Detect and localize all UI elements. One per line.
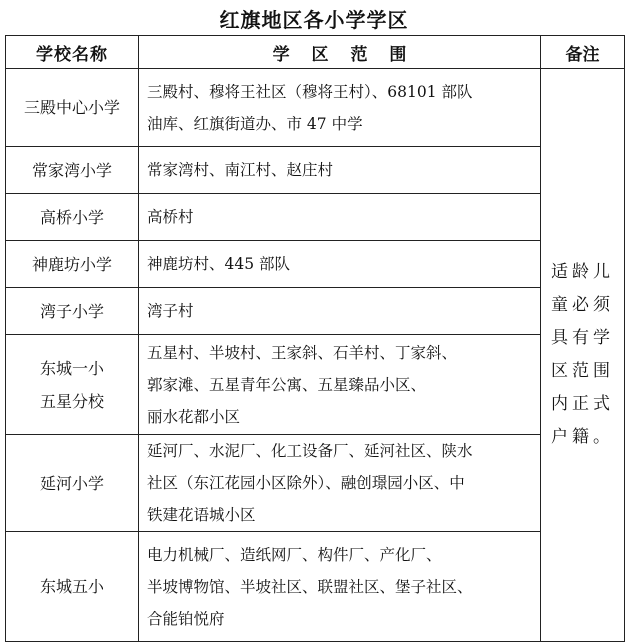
table-row [6, 335, 625, 435]
school-name: 五星分校 [39, 391, 104, 411]
page-title: 红旗地区各小学学区 [219, 8, 409, 32]
school-name-cell [6, 147, 139, 194]
header-note: 备注 [541, 36, 625, 69]
school-district-table [5, 35, 625, 642]
district-range-line: 常家湾村、南江村、赵庄村 [147, 161, 334, 179]
table-body [6, 69, 625, 642]
district-range-cell [139, 435, 541, 532]
district-range-cell [139, 69, 541, 147]
district-range-cell [139, 288, 541, 335]
header-district-range: 学 区 范 围 [139, 36, 541, 69]
district-range-line: 铁建花语城小区 [147, 506, 256, 524]
district-range-line: 社区（东江花园小区除外）、融创璟园小区、中 [147, 474, 465, 492]
district-range-cell [139, 147, 541, 194]
school-name: 延河小学 [39, 473, 104, 493]
school-name: 高桥小学 [39, 207, 104, 227]
table-row [6, 241, 625, 288]
table-row [6, 288, 625, 335]
header-school-name: 学校名称 [6, 36, 139, 69]
table-row [6, 147, 625, 194]
school-name: 神鹿坊小学 [31, 254, 112, 274]
school-name-cell [6, 335, 139, 435]
school-name-cell [6, 435, 139, 532]
district-range-line: 丽水花都小区 [147, 407, 241, 426]
district-range-line: 三殿村、穆将王社区（穆将王村）、68101 部队 [147, 82, 473, 101]
school-name: 湾子小学 [39, 301, 104, 321]
district-range-line: 五星村、半坡村、王家斜、石羊村、丁家斜、 [147, 343, 458, 362]
district-range-cell [139, 194, 541, 241]
table-row [6, 69, 625, 147]
district-range-line: 郭家滩、五星青年公寓、五星臻品小区、 [147, 375, 427, 394]
note-cell [541, 69, 625, 642]
district-range-line: 神鹿坊村、445 部队 [147, 255, 291, 273]
district-range-line: 湾子村 [147, 302, 194, 320]
table-row [6, 435, 625, 532]
table-header-row [6, 36, 625, 69]
district-range-cell [139, 532, 541, 642]
school-name: 东城五小 [39, 577, 104, 596]
district-range-line: 延河厂、水泥厂、化工设备厂、延河社区、陕水 [147, 442, 473, 460]
district-range-line: 半坡博物馆、半坡社区、联盟社区、堡子社区、 [147, 577, 473, 596]
school-name: 常家湾小学 [31, 160, 112, 180]
district-range-cell [139, 335, 541, 435]
school-name: 东城一小 [39, 358, 104, 378]
district-range-cell [139, 241, 541, 288]
school-name-cell [6, 194, 139, 241]
table-row [6, 532, 625, 642]
note-text: 适龄儿童必须具有学区范围内正式户籍。 [551, 262, 614, 447]
school-name-cell [6, 532, 139, 642]
district-range-line: 电力机械厂、造纸网厂、构件厂、产化厂、 [147, 545, 442, 564]
school-name-cell [6, 69, 139, 147]
school-name-cell [6, 288, 139, 335]
district-range-line: 合能铂悦府 [147, 609, 225, 628]
table-row [6, 194, 625, 241]
district-range-line: 油库、红旗街道办、市 47 中学 [147, 114, 363, 133]
school-name: 三殿中心小学 [23, 98, 120, 117]
school-name-cell [6, 241, 139, 288]
district-range-line: 高桥村 [147, 208, 194, 226]
